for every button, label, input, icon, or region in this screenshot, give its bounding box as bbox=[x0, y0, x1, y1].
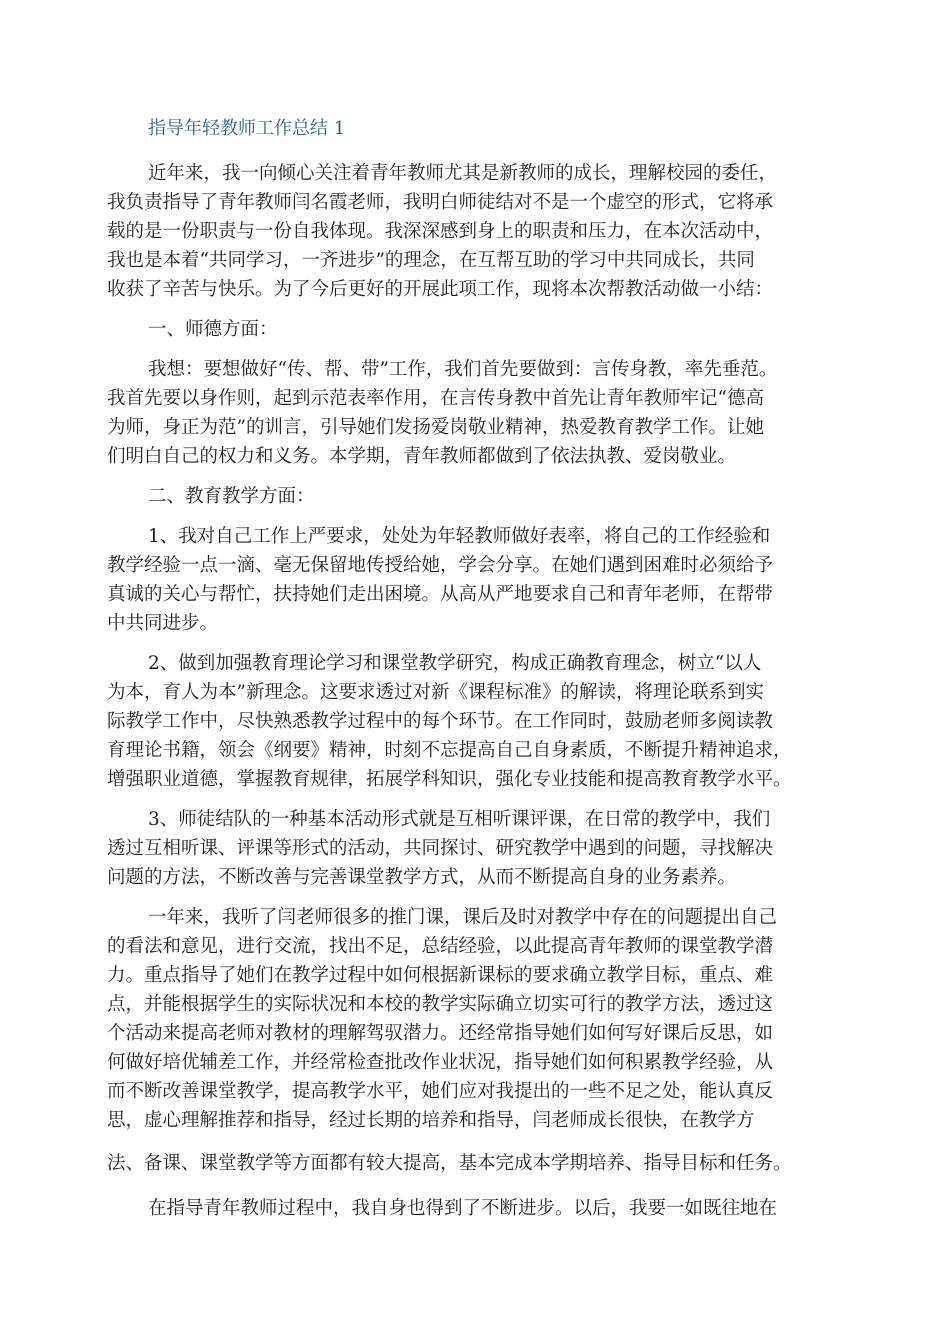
section-heading: 一、师德方面： bbox=[148, 319, 278, 340]
text-line: 近年来，我一向倾心关注着青年教师尤其是新教师的成长，理解校园的委任， bbox=[148, 163, 778, 184]
text-line: 个活动来提高老师对教材的理解驾驭潜力。还经常指导她们如何写好课后反思，如 bbox=[107, 1023, 774, 1044]
text-line: 的看法和意见，进行交流，找出不足，总结经验，以此提高青年教师的课堂教学潜 bbox=[107, 936, 774, 957]
text-line: 为本，育人为本”新理念。这要求透过对新《课程标准》的解读，将理论联系到实 bbox=[107, 682, 764, 703]
text-line: 而不断改善课堂教学，提高教学水平，她们应对我提出的一些不足之处，能认真反 bbox=[107, 1081, 774, 1102]
text-line: 我也是本着“共同学习，一齐进步”的理念，在互帮互助的学习中共同成长，共同 bbox=[107, 250, 755, 271]
text-line: 收获了辛苦与快乐。为了今后更好的开展此项工作，现将本次帮教活动做一小结： bbox=[107, 279, 774, 300]
text-line: 育理论书籍，领会《纲要》精神，时刻不忘提高自己自身素质，不断提升精神追求， bbox=[107, 740, 792, 761]
text-line: 真诚的关心与帮忙，扶持她们走出困境。从高从严地要求自己和青年老师，在帮带 bbox=[107, 584, 774, 605]
text-line: 增强职业道德，掌握教育规律，拓展学科知识，强化专业技能和提高教育教学水平。 bbox=[107, 769, 792, 790]
text-line: 中共同进步。 bbox=[107, 613, 219, 634]
text-line: 1、我对自己工作上严要求，处处为年轻教师做好表率，将自己的工作经验和 bbox=[148, 526, 771, 547]
document-title: 指导年轻教师工作总结 1 bbox=[148, 118, 346, 139]
text-line: 际教学工作中，尽快熟悉教学过程中的每个环节。在工作同时，鼓励老师多阅读教 bbox=[107, 711, 774, 732]
text-line: 思，虚心理解推荐和指导，经过长期的培养和指导，闫老师成长很快，在教学方 bbox=[107, 1110, 755, 1131]
text-line: 透过互相听课、评课等形式的活动，共同探讨、研究教学中遇到的问题，寻找解决 bbox=[107, 838, 774, 859]
text-line: 载的是一份职责与一份自我体现。我深深感到身上的职责和压力，在本次活动中， bbox=[107, 221, 774, 242]
text-line: 3、师徒结队的一种基本活动形式就是互相听课评课，在日常的教学中，我们 bbox=[148, 809, 771, 830]
text-line: 我负责指导了青年教师闫名霞老师，我明白师徒结对不是一个虚空的形式，它将承 bbox=[107, 192, 774, 213]
section-heading: 二、教育教学方面： bbox=[148, 486, 315, 507]
text-line: 何做好培优辅差工作，并经常检查批改作业状况，指导她们如何积累教学经验，从 bbox=[107, 1052, 774, 1073]
text-line: 问题的方法，不断改善与完善课堂教学方式，从而不断提高自身的业务素养。 bbox=[107, 867, 737, 888]
text-line: 点，并能根据学生的实际状况和本校的教学实际确立切实可行的教学方法，透过这 bbox=[107, 994, 774, 1015]
text-line: 我首先要以身作则，起到示范表率作用，在言传身教中首先让青年教师牢记“德高 bbox=[107, 388, 764, 409]
text-line: 为师，身正为范”的训言，引导她们发扬爱岗敬业精神，热爱教育教学工作。让她 bbox=[107, 417, 764, 438]
text-line: 力。重点指导了她们在教学过程中如何根据新课标的要求确立教学目标，重点、难 bbox=[107, 965, 774, 986]
text-line: 法、备课、课堂教学等方面都有较大提高，基本完成本学期培养、指导目标和任务。 bbox=[107, 1153, 792, 1174]
text-line: 教学经验一点一滴、毫无保留地传授给她，学会分享。在她们遇到困难时必须给予 bbox=[107, 555, 774, 576]
text-line: 一年来，我听了闫老师很多的推门课，课后及时对教学中存在的问题提出自己 bbox=[148, 907, 778, 928]
text-line: 2、做到加强教育理论学习和课堂教学研究，构成正确教育理念，树立“以人 bbox=[148, 653, 762, 674]
text-line: 我想：要想做好“传、帮、带”工作，我们首先要做到：言传身教，率先垂范。 bbox=[148, 359, 778, 380]
text-line: 在指导青年教师过程中，我自身也得到了不断进步。以后，我要一如既往地在 bbox=[148, 1198, 778, 1219]
text-line: 们明白自己的权力和义务。本学期，青年教师都做到了依法执教、爱岗敬业。 bbox=[107, 446, 737, 467]
